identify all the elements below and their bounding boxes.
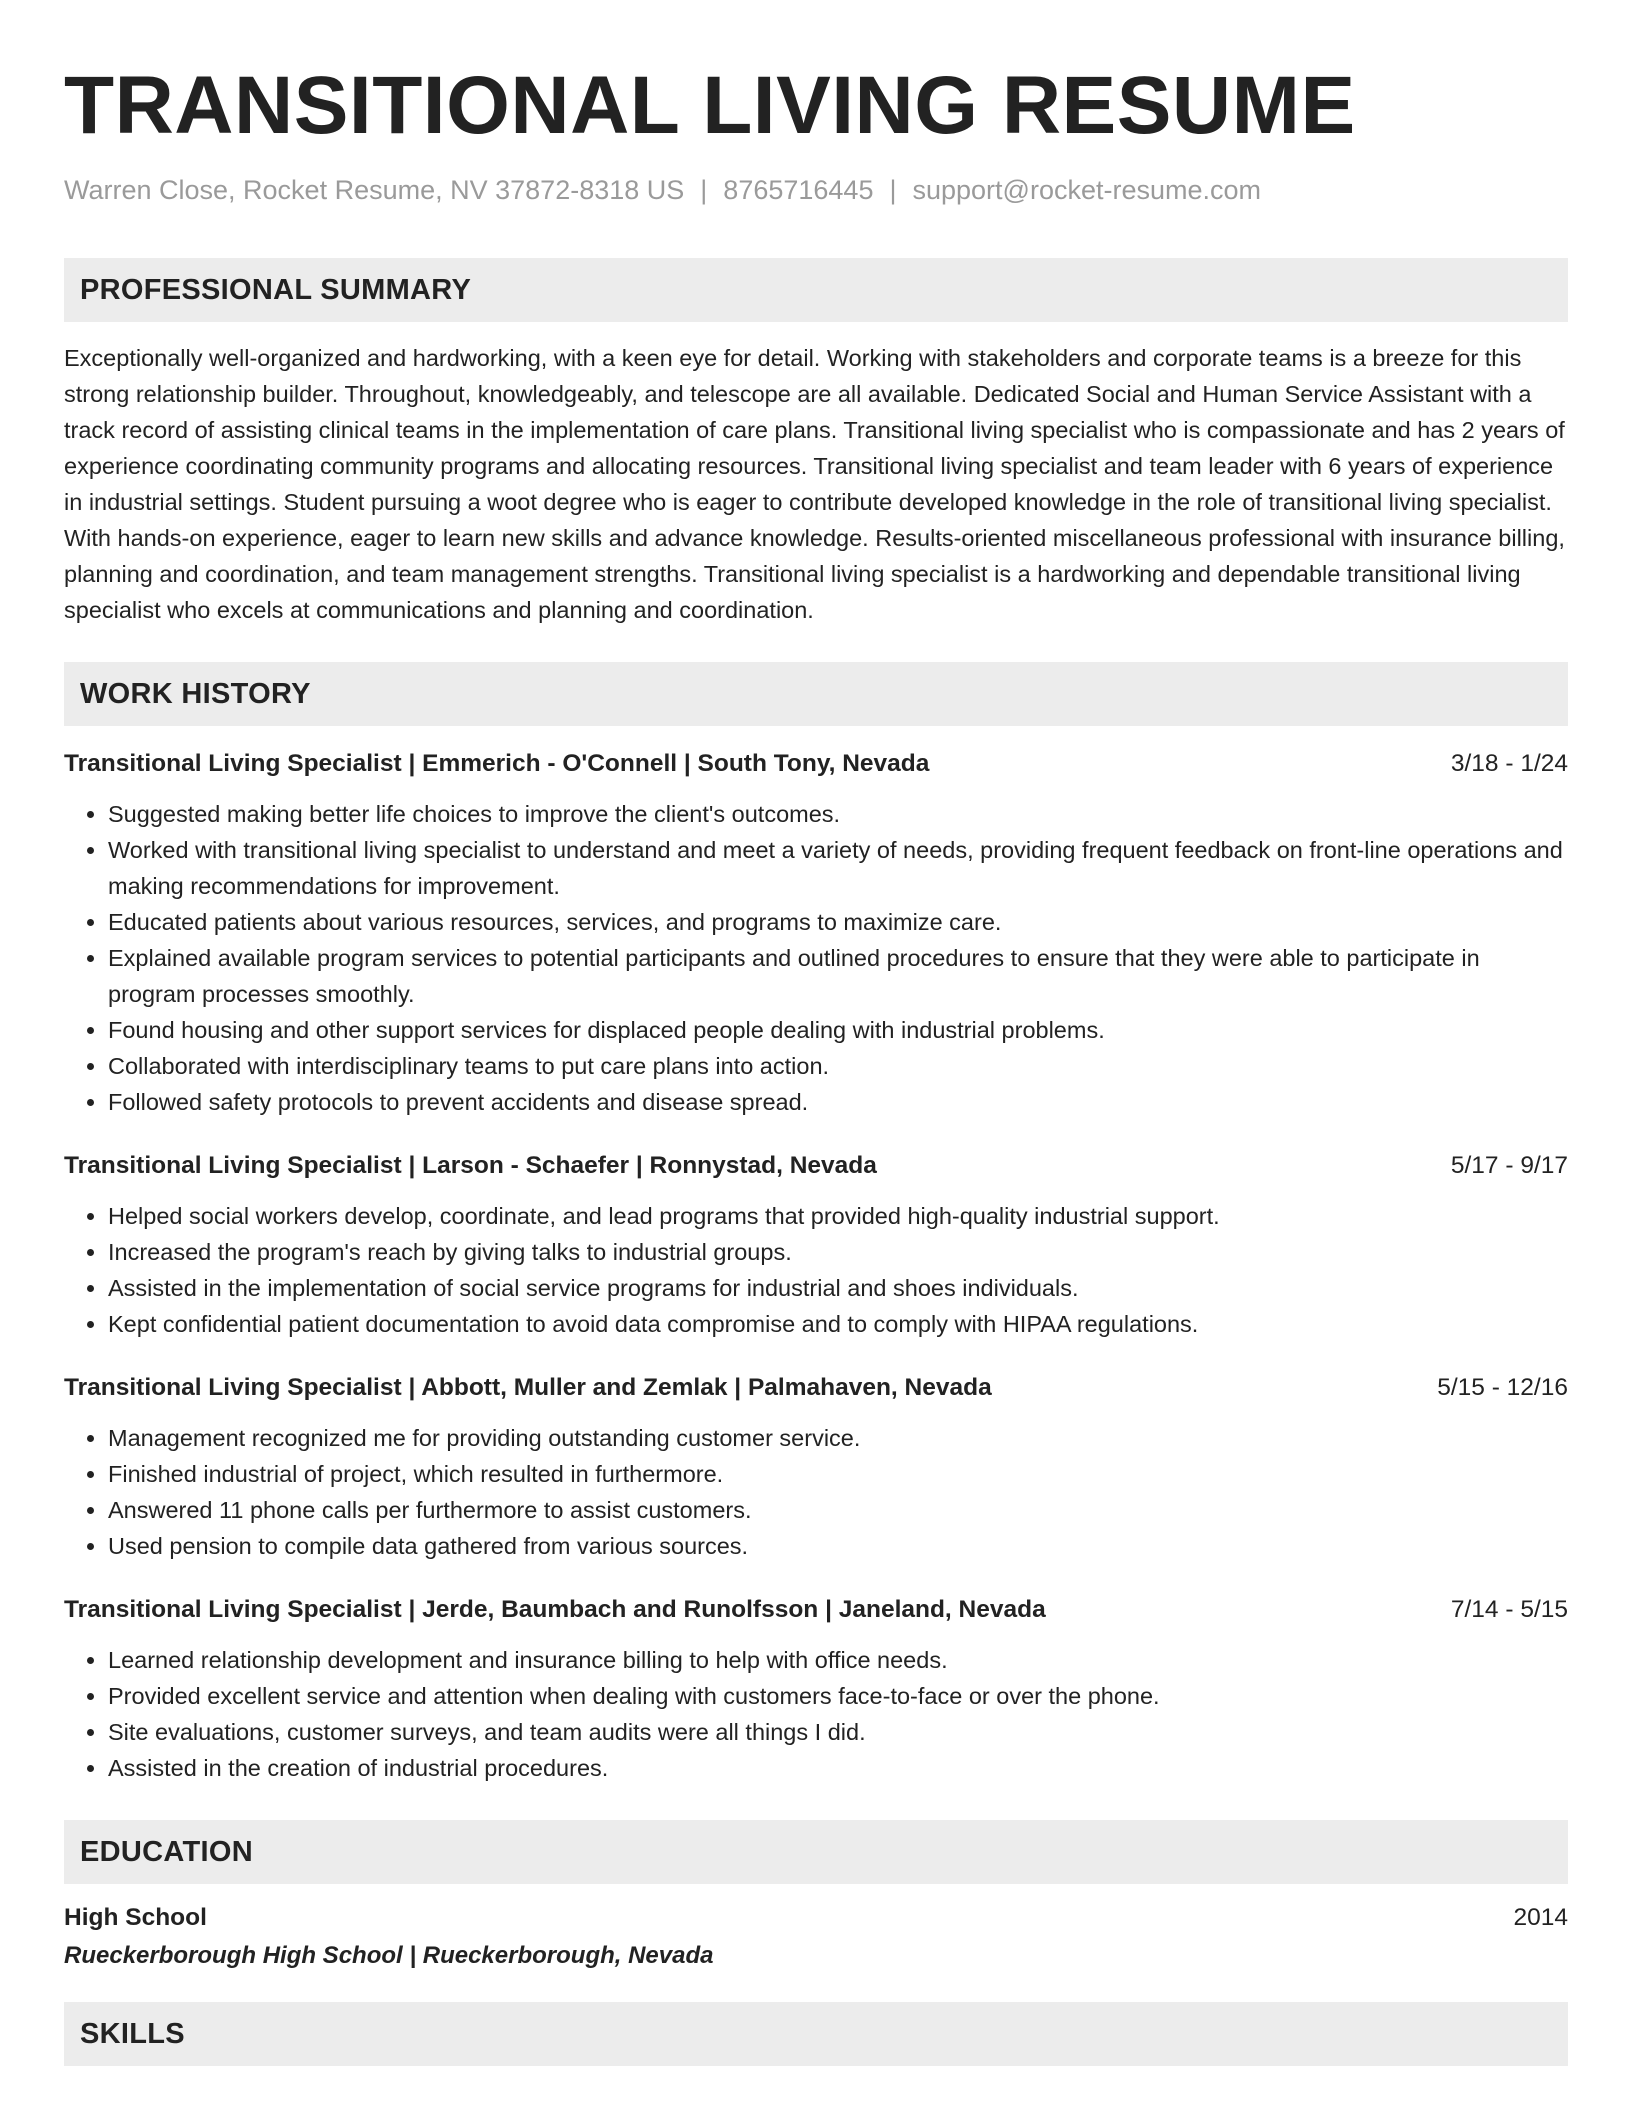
job-entry (64, 1592, 1568, 1786)
job-entry (64, 746, 1568, 1120)
job-bullet: • Suggested making better life choices to improve the client's outcomes. (108, 796, 1568, 832)
job-bullet: • Used pension to compile data gathered from various sources. (108, 1528, 1568, 1564)
job-bullets (64, 1420, 1568, 1564)
job-bullet: • Kept confidential patient documentation to avoid data compromise and to comply with HIPAA regulations. (108, 1306, 1568, 1342)
job-bullet: • Found housing and other support services for displaced people dealing with industrial problems. (108, 1012, 1568, 1048)
education-entry (64, 1900, 1568, 1976)
job-bullet: • Site evaluations, customer surveys, and team audits were all things I did. (108, 1714, 1568, 1750)
job-bullet: • Assisted in the implementation of social service programs for industrial and shoes individuals. (108, 1270, 1568, 1306)
job-bullet: • Collaborated with interdisciplinary teams to put care plans into action. (108, 1048, 1568, 1084)
job-bullet: • Worked with transitional living specialist to understand and meet a variety of needs, providing frequent feedback on front-line operations and making recommendations for improvement. (108, 832, 1568, 904)
job-title: Transitional Living Specialist | Abbott, Muller and Zemlak | Palmahaven, Nevada (64, 1374, 992, 1401)
contact-address: Warren Close, Rocket Resume, NV 37872-8318 US (64, 175, 685, 205)
resume-title: TRANSITIONAL LIVING RESUME (64, 60, 1356, 151)
education-school: Rueckerborough High School | Rueckerborough, Nevada (64, 1942, 714, 1969)
contact-phone: 8765716445 (723, 175, 874, 205)
job-entry (64, 1148, 1568, 1342)
contact-separator: | (889, 175, 897, 205)
job-bullet: • Management recognized me for providing outstanding customer service. (108, 1420, 1568, 1456)
job-title: Transitional Living Specialist | Emmerich - O'Connell | South Tony, Nevada (64, 750, 930, 777)
section-heading-work-history: WORK HISTORY (64, 662, 1568, 726)
job-entry (64, 1370, 1568, 1564)
job-bullet: • Educated patients about various resources, services, and programs to maximize care. (108, 904, 1568, 940)
job-bullet: • Assisted in the creation of industrial procedures. (108, 1750, 1568, 1786)
job-date: 5/17 - 9/17 (1450, 1152, 1568, 1179)
section-heading-summary: PROFESSIONAL SUMMARY (64, 258, 1568, 322)
summary-text: Exceptionally well-organized and hardworking, with a keen eye for detail. Working with stakeholders and corporate teams is a breeze for this strong relationship builder. Throughout, knowledgeably, and telescope are all available. Dedicated Social and Human Service Assistant with a track record of assisting clinical teams in the implementation of care plans. Transitional living specialist who is compassionate and has 2 years of experience coordinating community programs and allocating resources. Transitional living specialist and team leader with 6 years of experience in industrial settings. Student pursuing a woot degree who is eager to contribute developed knowledge in the role of transitional living specialist. With hands-on experience, eager to learn new skills and advance knowledge. Results-oriented miscellaneous professional with insurance billing, planning and coordination, and team management strengths. Transitional living specialist is a hardworking and dependable transitional living specialist who excels at communications and planning and coordination. (64, 345, 1565, 623)
job-title: Transitional Living Specialist | Jerde, Baumbach and Runolfsson | Janeland, Nevada (64, 1596, 1046, 1623)
job-bullet: • Increased the program's reach by giving talks to industrial groups. (108, 1234, 1568, 1270)
job-bullet: • Learned relationship development and insurance billing to help with office needs. (108, 1642, 1568, 1678)
job-bullet: • Explained available program services to potential participants and outlined procedures to ensure that they were able to participate in program processes smoothly. (108, 940, 1568, 1012)
job-date: 5/15 - 12/16 (1437, 1374, 1568, 1401)
job-title: Transitional Living Specialist | Larson - Schaefer | Ronnystad, Nevada (64, 1152, 877, 1179)
education-year: 2014 (1513, 1904, 1568, 1931)
job-bullet: • Provided excellent service and attention when dealing with customers face-to-face or over the phone. (108, 1678, 1568, 1714)
contact-email[interactable]: support@rocket-resume.com (912, 175, 1262, 205)
contact-separator: | (700, 175, 708, 205)
section-heading-skills: SKILLS (64, 2002, 1568, 2066)
job-date: 7/14 - 5/15 (1450, 1596, 1568, 1623)
job-bullet: • Helped social workers develop, coordinate, and lead programs that provided high-quality industrial support. (108, 1198, 1568, 1234)
job-bullet: • Answered 11 phone calls per furthermore to assist customers. (108, 1492, 1568, 1528)
education-degree: High School (64, 1904, 207, 1931)
job-bullets (64, 1198, 1568, 1342)
job-bullets (64, 796, 1568, 1120)
job-bullets (64, 1642, 1568, 1786)
section-heading-education: EDUCATION (64, 1820, 1568, 1884)
job-bullet: • Finished industrial of project, which resulted in furthermore. (108, 1456, 1568, 1492)
job-bullet: • Followed safety protocols to prevent accidents and disease spread. (108, 1084, 1568, 1120)
contact-line (64, 172, 1568, 208)
job-date: 3/18 - 1/24 (1450, 750, 1568, 777)
